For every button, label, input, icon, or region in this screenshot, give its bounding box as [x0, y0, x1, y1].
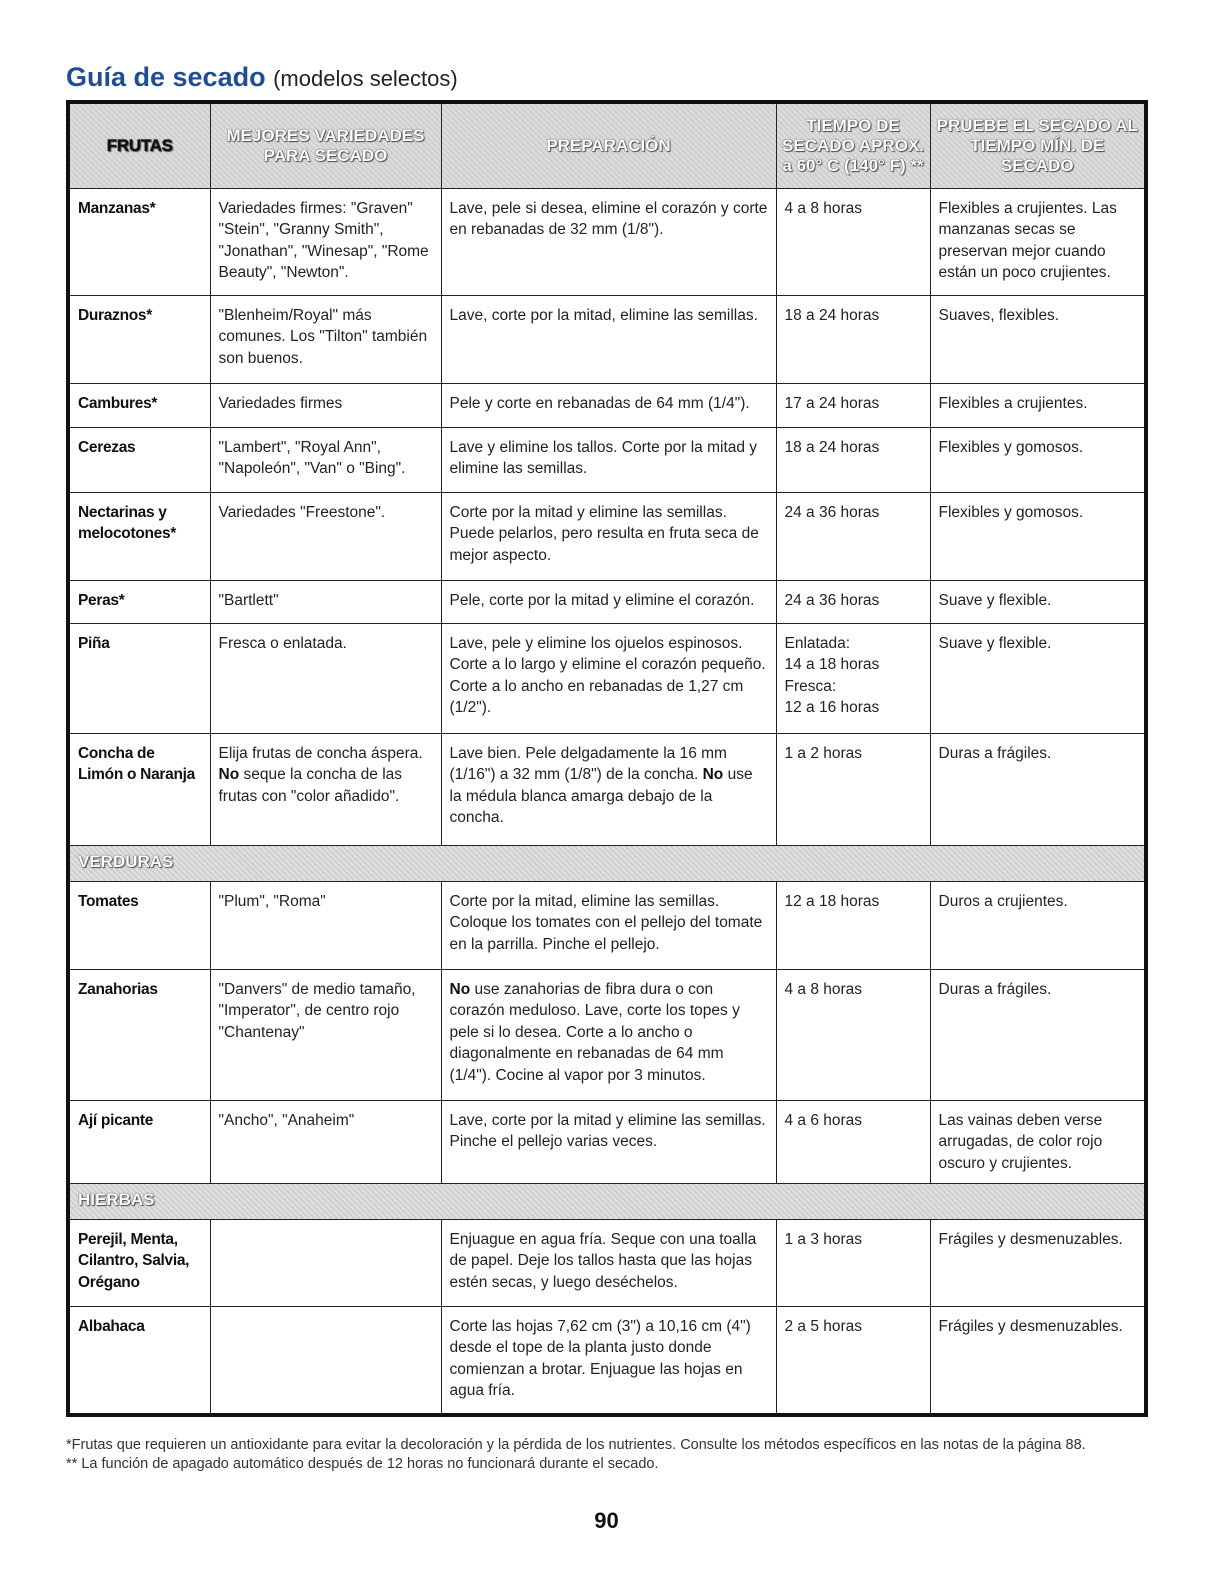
item-test: Duras a frágiles. [930, 733, 1146, 845]
section-title: VERDURAS [68, 845, 1146, 881]
prep-text: Lave bien. Pele delgadamente la 16 mm (1/16") a 32 mm (1/8") de la concha. [449, 744, 727, 783]
varieties-text: seque la concha de las frutas con "color añadido". [218, 766, 403, 805]
item-preparation: Pele, corte por la mitad y elimine el corazón. [441, 580, 776, 623]
footnotes [66, 1436, 1144, 1474]
item-name: Cerezas [68, 427, 210, 492]
item-preparation: Lave y elimine los tallos. Corte por la mitad y elimine las semillas. [441, 427, 776, 492]
item-varieties: Fresca o enlatada. [210, 623, 441, 733]
time-line: Fresca: [784, 677, 837, 695]
page-number: 90 [594, 1508, 619, 1533]
footnote-auto-shutoff: ** La función de apagado automático después de 12 horas no funcionará durante el secado. [66, 1456, 659, 1472]
item-name: Peras* [68, 580, 210, 623]
table-row [68, 492, 1146, 580]
item-test: Frágiles y desmenuzables. [930, 1306, 1146, 1415]
item-test: Flexibles y gomosos. [930, 427, 1146, 492]
table-row [68, 580, 1146, 623]
item-preparation: Enjuague en agua fría. Seque con una toalla de papel. Deje los tallos hasta que las hojas estén secas, y luego deséchelos. [441, 1219, 776, 1306]
time-line: 14 a 18 horas [784, 656, 880, 673]
item-test: Las vainas deben verse arrugadas, de color rojo oscuro y crujientes. [930, 1100, 1146, 1183]
item-drying-time: 2 a 5 horas [776, 1306, 930, 1415]
item-drying-time: 1 a 3 horas [776, 1219, 930, 1306]
time-line: 12 a 16 horas [784, 699, 880, 716]
item-name: Tomates [68, 881, 210, 969]
table-row [68, 969, 1146, 1100]
item-drying-time: 18 a 24 horas [776, 427, 930, 492]
item-test: Flexibles a crujientes. Las manzanas secas se preservan mejor cuando están un poco crujientes. [930, 188, 1146, 295]
item-drying-time: 4 a 8 horas [776, 969, 930, 1100]
item-test: Duros a crujientes. [930, 881, 1146, 969]
table-row [68, 295, 1146, 383]
item-test: Flexibles a crujientes. [930, 383, 1146, 427]
prep-bold: No [449, 980, 471, 998]
page-title [66, 60, 458, 96]
item-drying-time: 4 a 8 horas [776, 188, 930, 295]
item-varieties: "Danvers" de medio tamaño, "Imperator", de centro rojo "Chantenay" [210, 969, 441, 1100]
item-name: Cambures* [68, 383, 210, 427]
item-varieties: "Blenheim/Royal" más comunes. Los "Tilton" también son buenos. [210, 295, 441, 383]
item-preparation: Pele y corte en rebanadas de 64 mm (1/4"). [441, 383, 776, 427]
item-test: Duras a frágiles. [930, 969, 1146, 1100]
table-row [68, 623, 1146, 733]
item-varieties: Variedades "Freestone". [210, 492, 441, 580]
title-subtitle: (modelos selectos) [273, 66, 458, 91]
prep-text: use zanahorias de fibra dura o con corazón meduloso. Lave, corte los topes y pele si lo desea. Corte a lo ancho o diagonalmente en rebanadas de 64 mm (1/4"). Cocine al vapor por 3 minutos. [449, 980, 740, 1084]
item-preparation [441, 733, 776, 845]
table-row [68, 188, 1146, 295]
item-varieties [210, 733, 441, 845]
table-row [68, 1219, 1146, 1306]
time-line: Enlatada: [784, 634, 850, 652]
item-varieties [210, 1306, 441, 1415]
item-test: Suaves, flexibles. [930, 295, 1146, 383]
drying-guide-table [66, 100, 1148, 1417]
item-preparation: Corte por la mitad y elimine las semillas. Puede pelarlos, pero resulta en fruta seca de mejor aspecto. [441, 492, 776, 580]
item-test: Suave y flexible. [930, 580, 1146, 623]
item-preparation: Lave, pele si desea, elimine el corazón y corte en rebanadas de 32 mm (1/8"). [441, 188, 776, 295]
item-varieties: "Bartlett" [210, 580, 441, 623]
header-row [68, 102, 1146, 188]
varieties-text: Elija frutas de concha áspera. [218, 744, 423, 762]
item-name: Duraznos* [68, 295, 210, 383]
item-varieties: "Plum", "Roma" [210, 881, 441, 969]
item-varieties: Variedades firmes [210, 383, 441, 427]
header-preparation: PREPARACIÓN [441, 102, 776, 188]
drying-guide-table-wrapper [66, 100, 1144, 1417]
item-test: Suave y flexible. [930, 623, 1146, 733]
item-preparation: Lave, pele y elimine los ojuelos espinosos. Corte a lo largo y elimine el corazón pequeño. Corte a lo ancho en rebanadas de 1,27 cm (1/2"). [441, 623, 776, 733]
item-preparation [441, 969, 776, 1100]
item-drying-time: 4 a 6 horas [776, 1100, 930, 1183]
item-preparation: Lave, corte por la mitad y elimine las semillas. Pinche el pellejo varias veces. [441, 1100, 776, 1183]
item-preparation: Lave, corte por la mitad, elimine las semillas. [441, 295, 776, 383]
item-drying-time: 18 a 24 horas [776, 295, 930, 383]
item-name: Zanahorias [68, 969, 210, 1100]
item-test: Frágiles y desmenuzables. [930, 1219, 1146, 1306]
item-drying-time: 12 a 18 horas [776, 881, 930, 969]
prep-bold: No [702, 766, 724, 783]
item-drying-time: 24 a 36 horas [776, 580, 930, 623]
item-varieties: "Ancho", "Anaheim" [210, 1100, 441, 1183]
varieties-bold: No [218, 766, 240, 783]
item-name: Concha de Limón o Naranja [68, 733, 210, 845]
header-varieties: MEJORES VARIEDADES PARA SECADO [210, 102, 441, 188]
header-test-dryness: PRUEBE EL SECADO AL TIEMPO MÍN. DE SECADO [930, 102, 1146, 188]
table-row [68, 383, 1146, 427]
section-row-herbs [68, 1183, 1146, 1219]
item-preparation: Corte por la mitad, elimine las semillas. Coloque los tomates con el pellejo del tomate en la parrilla. Pinche el pellejo. [441, 881, 776, 969]
item-preparation: Corte las hojas 7,62 cm (3") a 10,16 cm (4") desde el tope de la planta justo donde comienzan a brotar. Enjuague las hojas en agua fría. [441, 1306, 776, 1415]
title-main: Guía de secado [66, 62, 266, 92]
item-name: Ají picante [68, 1100, 210, 1183]
item-varieties [210, 1219, 441, 1306]
section-row-vegetables [68, 845, 1146, 881]
header-fruits: FRUTAS [68, 102, 210, 188]
table-row [68, 733, 1146, 845]
table-row [68, 427, 1146, 492]
item-name: Nectarinas y melocotones* [68, 492, 210, 580]
footnote-antioxidant: *Frutas que requieren un antioxidante para evitar la decoloración y la pérdida de los nutrientes. Consulte los métodos específicos en las notas de la página 88. [66, 1437, 1086, 1453]
item-name: Perejil, Menta, Cilantro, Salvia, Orégano [68, 1219, 210, 1306]
table-row [68, 1100, 1146, 1183]
table-row [68, 1306, 1146, 1415]
item-varieties: Variedades firmes: "Graven" "Stein", "Granny Smith", "Jonathan", "Winesap", "Rome Beauty", "Newton". [210, 188, 441, 295]
item-drying-time [776, 623, 930, 733]
section-title: HIERBAS [68, 1183, 1146, 1219]
item-varieties: "Lambert", "Royal Ann", "Napoleón", "Van" o "Bing". [210, 427, 441, 492]
item-drying-time: 17 a 24 horas [776, 383, 930, 427]
prep-text: use la médula blanca amarga debajo de la concha. [449, 766, 753, 826]
table-row [68, 881, 1146, 969]
item-drying-time: 1 a 2 horas [776, 733, 930, 845]
item-test: Flexibles y gomosos. [930, 492, 1146, 580]
item-name: Manzanas* [68, 188, 210, 295]
item-drying-time: 24 a 36 horas [776, 492, 930, 580]
item-name: Albahaca [68, 1306, 210, 1415]
item-name: Piña [68, 623, 210, 733]
header-drying-time: TIEMPO DE SECADO APROX. a 60° C (140° F) ** [776, 102, 930, 188]
